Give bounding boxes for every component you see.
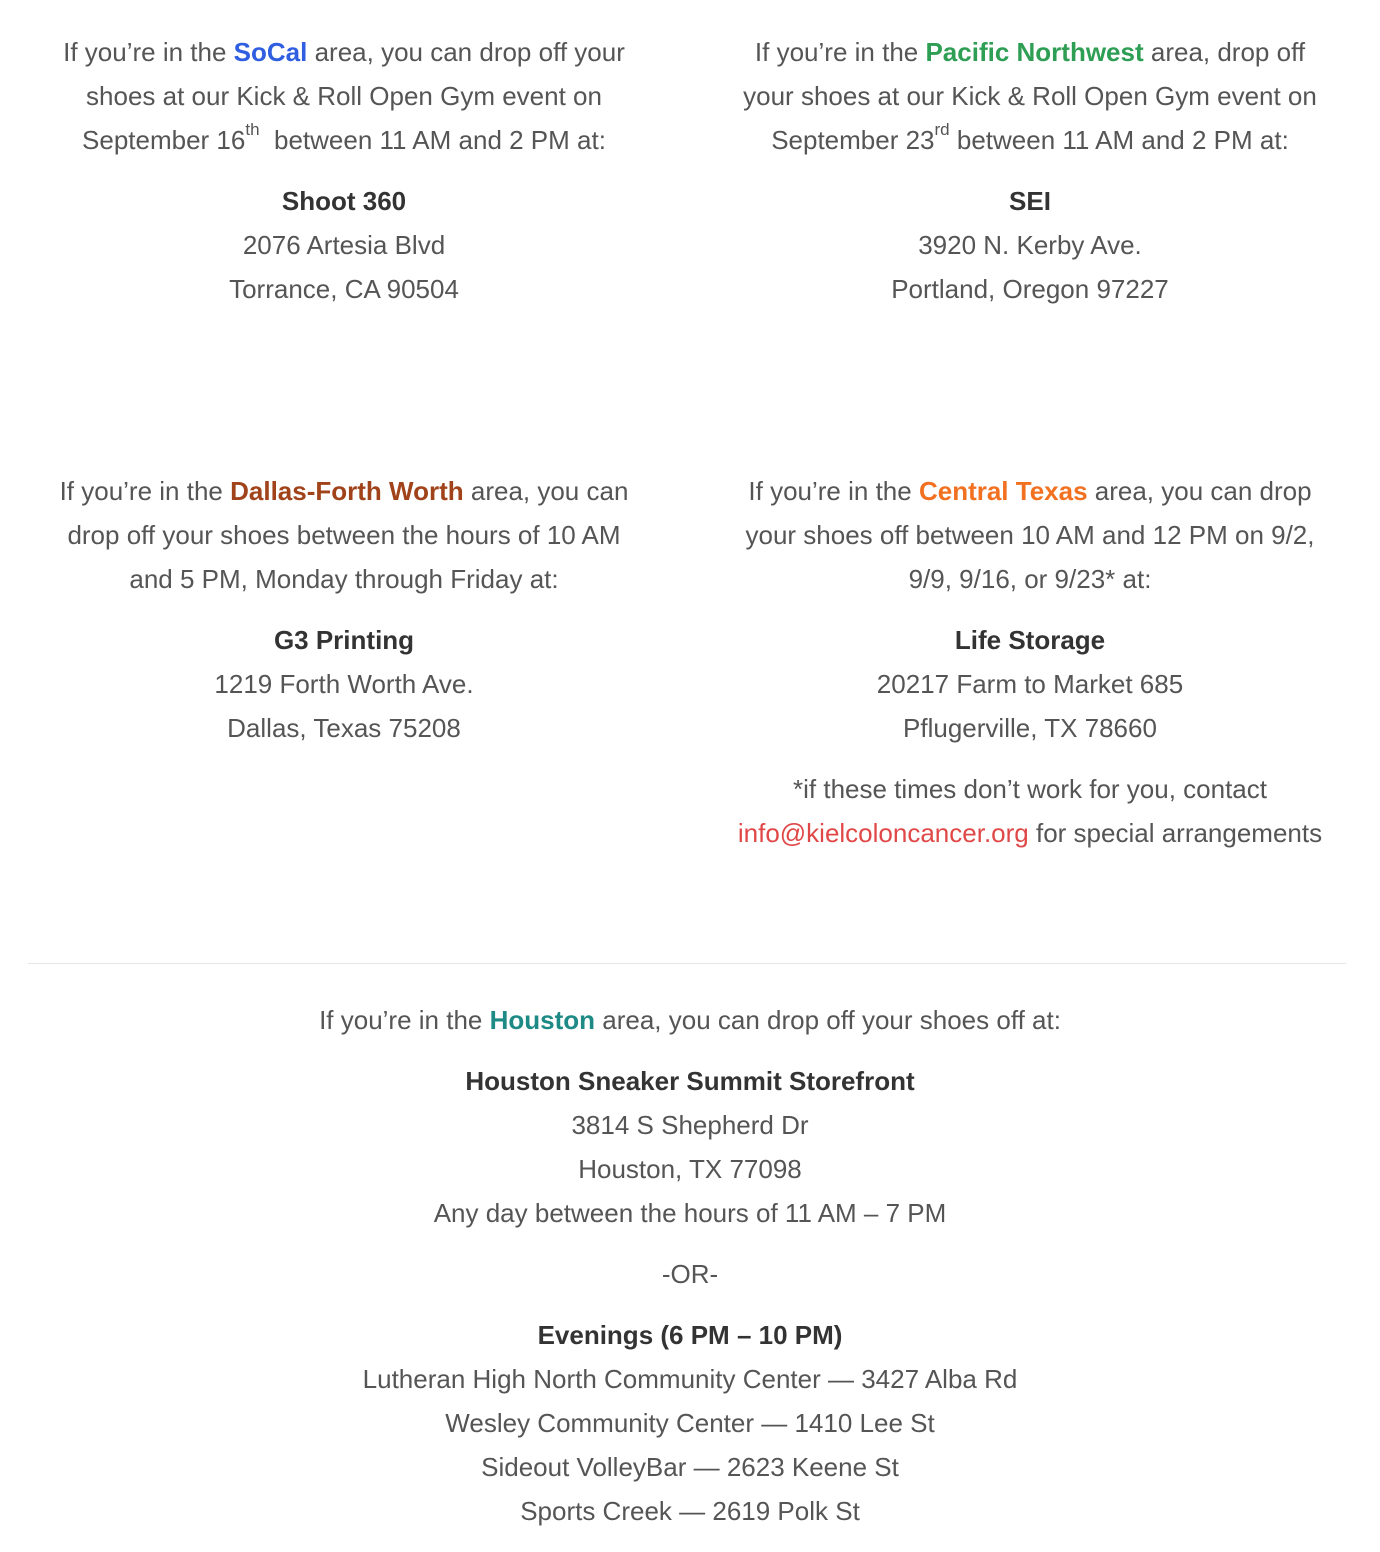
houston-venue-name: Houston Sneaker Summit Storefront [465,1066,915,1096]
dfw-section [24,469,664,750]
pnw-venue [710,179,1350,311]
pnw-venue-name: SEI [1009,186,1051,216]
contact-email-link[interactable]: info@kielcoloncancer.org [737,818,1029,848]
ctx-note-line1: *if these times don’t work for you, contact [793,774,1267,804]
pnw-intro-line3-pre: September 23 [771,125,935,155]
pnw-date-suffix: rd [934,120,950,139]
houston-section [190,998,1190,1533]
houston-evenings [190,1313,1190,1533]
ctx-venue-name: Life Storage [954,625,1106,655]
socal-intro-line3-post: between 11 AM and 2 PM at: [259,125,606,155]
ctx-intro-line2: your shoes off between 10 AM and 12 PM on 9/2, [745,520,1315,550]
dfw-intro [24,469,664,601]
houston-intro-post: area, you can drop off your shoes off at: [595,1005,1061,1035]
socal-intro-line2: shoes at our Kick & Roll Open Gym event on [86,81,602,111]
houston-venue-street: 3814 S Shepherd Dr [571,1110,809,1140]
dfw-venue-name: G3 Printing [273,625,415,655]
evening-location: Wesley Community Center — 1410 Lee St [445,1408,935,1438]
dfw-venue-city: Dallas, Texas 75208 [227,713,461,743]
dfw-area-name: Dallas-Forth Worth [230,476,464,506]
ctx-intro-pre: If you’re in the [748,476,919,506]
dfw-intro-post: area, you can [463,476,629,506]
dfw-intro-pre: If you’re in the [59,476,231,506]
pnw-venue-street: 3920 N. Kerby Ave. [918,230,1142,260]
socal-intro-pre: If you’re in the [63,37,234,67]
dfw-intro-line3: and 5 PM, Monday through Friday at: [129,564,559,594]
ctx-intro-post: area, you can drop [1087,476,1312,506]
evening-location: Lutheran High North Community Center — 3427 Alba Rd [362,1364,1018,1394]
dfw-venue-street: 1219 Forth Worth Ave. [214,669,474,699]
socal-date-suffix: th [245,120,260,139]
pnw-intro-pre: If you’re in the [754,37,926,67]
houston-intro [190,998,1190,1042]
socal-area-name: SoCal [233,37,308,67]
ctx-intro-line3: 9/9, 9/16, or 9/23* at: [908,564,1152,594]
pnw-intro [710,30,1350,162]
ctx-venue-city: Pflugerville, TX 78660 [903,713,1157,743]
pnw-section [710,30,1350,311]
socal-venue-name: Shoot 360 [281,186,407,216]
socal-intro [24,30,664,162]
ctx-venue [700,618,1360,750]
socal-venue [24,179,664,311]
pnw-venue-city: Portland, Oregon 97227 [891,274,1169,304]
ctx-venue-street: 20217 Farm to Market 685 [876,669,1184,699]
pnw-area-name: Pacific Northwest [925,37,1144,67]
houston-venue-city: Houston, TX 77098 [578,1154,802,1184]
section-divider [28,963,1346,964]
socal-section [24,30,664,311]
evening-location: Sports Creek — 2619 Polk St [520,1496,860,1526]
ctx-section [700,469,1360,855]
houston-intro-pre: If you’re in the [319,1005,490,1035]
dfw-intro-line2: drop off your shoes between the hours of 10 AM [67,520,621,550]
socal-venue-city: Torrance, CA 90504 [229,274,459,304]
houston-venue [190,1059,1190,1235]
ctx-note-post: for special arrangements [1028,818,1323,848]
or-separator: -OR- [661,1259,719,1289]
socal-intro-line3-pre: September 16 [82,125,246,155]
pnw-intro-line3-post: between 11 AM and 2 PM at: [949,125,1289,155]
ctx-intro [700,469,1360,601]
evenings-title: Evenings (6 PM – 10 PM) [537,1320,843,1350]
pnw-intro-line2: your shoes at our Kick & Roll Open Gym event on [743,81,1317,111]
ctx-special-note [700,767,1360,855]
socal-venue-street: 2076 Artesia Blvd [242,230,446,260]
pnw-intro-post: area, drop off [1143,37,1306,67]
houston-venue-hours: Any day between the hours of 11 AM – 7 PM [433,1198,947,1228]
dfw-venue [24,618,664,750]
socal-intro-post: area, you can drop off your [307,37,625,67]
houston-area-name: Houston [489,1005,596,1035]
evening-location: Sideout VolleyBar — 2623 Keene St [481,1452,899,1482]
ctx-area-name: Central Texas [918,476,1088,506]
